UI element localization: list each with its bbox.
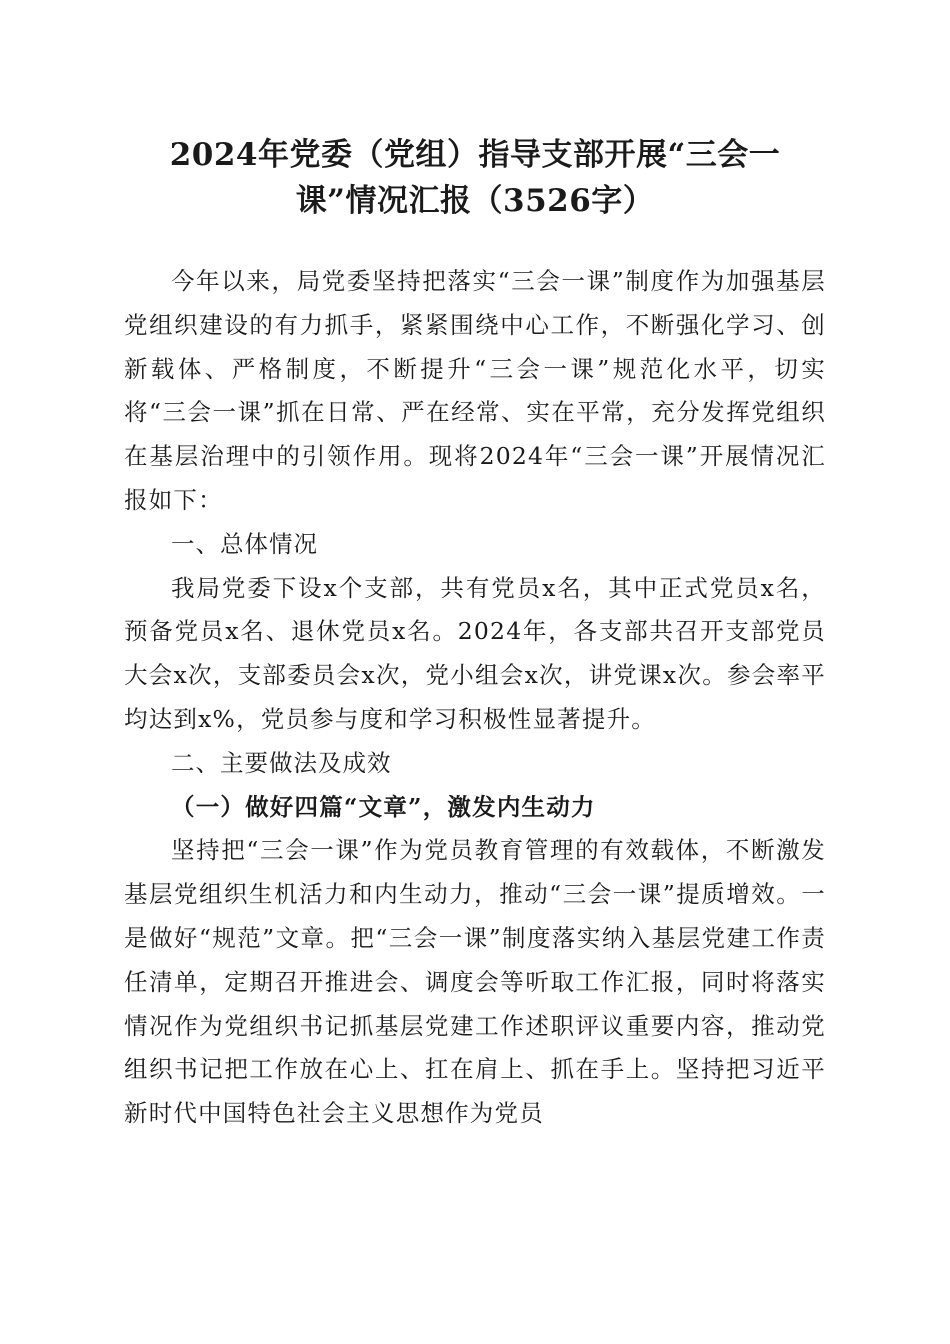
title-line-1: 2024年党委（党组）指导支部开展“三会一 [169,137,781,173]
subsection-heading-four-articles: （一）做好四篇“文章”，激发内生动力 [171,792,596,821]
document-title [124,132,826,224]
overview-paragraph: 我局党委下设x个支部，共有党员x名，其中正式党员x名，预备党员x名、退休党员x名。2024年，各支部共召开支部党员大会x次，支部委员会x次，党小组会x次，讲党课x次。参会率平均达到x%，党员参与度和学习积极性显著提升。 [124,573,826,733]
title-line-2: 课”情况汇报（3526字） [295,183,655,219]
section-heading-practices: 二、主要做法及成效 [171,748,392,777]
section-heading-overview: 一、总体情况 [171,529,318,558]
intro-paragraph: 今年以来，局党委坚持把落实“三会一课”制度作为加强基层党组织建设的有力抓手，紧紧围绕中心工作，不断强化学习、创新载体、严格制度，不断提升“三会一课”规范化水平，切实将“三会一课”抓在日常、严在经常、实在平常，充分发挥党组织在基层治理中的引领作用。现将2024年“三会一课”开展情况汇报如下： [124,267,826,514]
practices-paragraph: 坚持把“三会一课”作为党员教育管理的有效载体，不断激发基层党组织生机活力和内生动力，推动“三会一课”提质增效。一是做好“规范”文章。把“三会一课”制度落实纳入基层党建工作责任清单，定期召开推进会、调度会等听取工作汇报，同时将落实情况作为党组织书记抓基层党建工作述职评议重要内容，推动党组织书记把工作放在心上、扛在肩上、抓在手上。坚持把习近平新时代中国特色社会主义思想作为党员 [124,836,826,1128]
